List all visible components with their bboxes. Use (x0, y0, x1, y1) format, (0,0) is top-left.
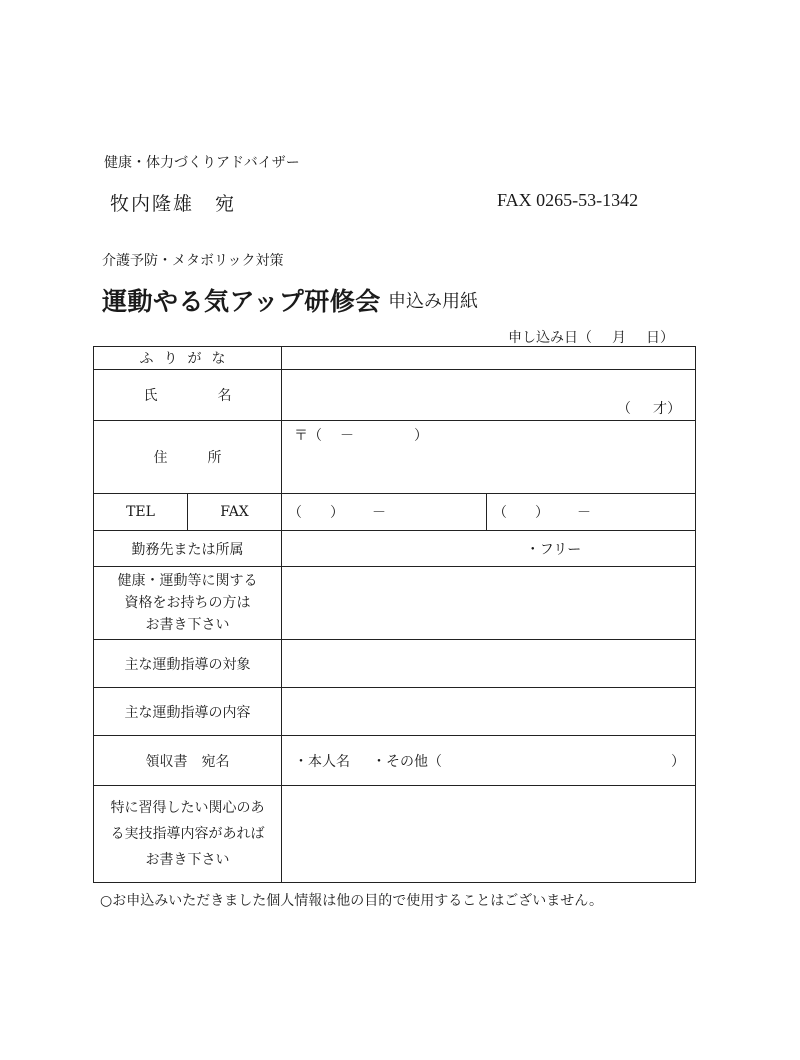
interest-line-1: 特に習得したい関心のあ (110, 800, 265, 816)
postal-mark: 〒（ (294, 428, 322, 444)
age-open: （ (617, 401, 631, 417)
receipt-option-self[interactable]: ・本人名 (294, 753, 350, 770)
tel-field[interactable] (282, 494, 487, 531)
workplace-field[interactable] (282, 531, 696, 567)
qualification-row (94, 567, 696, 640)
address-field[interactable] (282, 421, 696, 494)
application-date-month: 月 (612, 330, 626, 346)
receipt-label: 領収書 宛名 (94, 736, 282, 786)
content-field[interactable] (282, 688, 696, 736)
interest-field[interactable] (282, 786, 696, 883)
recipient-name: 牧内隆雄 宛 (110, 193, 237, 215)
application-date (508, 327, 674, 347)
name-label-2: 名 (217, 388, 232, 404)
free-option[interactable]: ・フリー (525, 541, 582, 558)
form-label: 申込み用紙 (388, 291, 478, 312)
workplace-label: 勤務先または所属 (94, 531, 282, 567)
interest-line-2: る実技指導内容があれば (110, 826, 265, 842)
fax-label: FAX (188, 494, 282, 531)
advisor-role: 健康・体力づくりアドバイザー (104, 155, 300, 171)
qualification-line-1: 健康・運動等に関する (117, 573, 258, 589)
name-row (94, 370, 696, 421)
name-field[interactable] (282, 370, 696, 421)
content-label: 主な運動指導の内容 (94, 688, 282, 736)
interest-label (94, 786, 282, 883)
furigana-row (94, 347, 696, 370)
target-row (94, 640, 696, 688)
fax-close: ） (535, 505, 549, 521)
privacy-note: ○お申込みいただきました個人情報は他の目的で使用することはございません。 (100, 893, 604, 909)
qualification-line-2: 資格をお持ちの方は (124, 595, 251, 611)
tel-label: TEL (94, 494, 188, 531)
qualification-label (94, 567, 282, 640)
address-row (94, 421, 696, 494)
event-subtitle: 介護予防・メタボリック対策 (102, 253, 284, 269)
application-form-table (93, 346, 696, 883)
fax-open: （ (493, 505, 507, 521)
interest-line-3: お書き下さい (145, 852, 230, 868)
content-row (94, 688, 696, 736)
furigana-field[interactable] (282, 347, 696, 370)
receipt-option-close: ） (671, 753, 685, 770)
address-label (94, 421, 282, 494)
workplace-row (94, 531, 696, 567)
name-label (94, 370, 282, 421)
postal-dash: － (340, 428, 354, 444)
qualification-line-3: お書き下さい (145, 617, 230, 633)
phone-row (94, 494, 696, 531)
fax-field[interactable] (487, 494, 696, 531)
age-unit: 才） (653, 401, 681, 417)
application-date-label: 申し込み日（ (508, 330, 592, 346)
postal-code-field[interactable] (294, 425, 428, 445)
receipt-option-other[interactable]: ・その他（ (372, 753, 442, 770)
tel-close: ） (330, 505, 344, 521)
name-label-1: 氏 (143, 388, 158, 404)
event-title: 運動やる気アップ研修会 (102, 287, 381, 316)
application-date-day: 日） (646, 330, 674, 346)
target-label: 主な運動指導の対象 (94, 640, 282, 688)
receipt-row (94, 736, 696, 786)
target-field[interactable] (282, 640, 696, 688)
address-label-2: 所 (207, 450, 222, 466)
fax-number: FAX 0265-53-1342 (497, 190, 639, 210)
tel-open: （ (288, 505, 302, 521)
tel-dash: － (372, 505, 386, 521)
receipt-field[interactable] (282, 736, 696, 786)
address-label-1: 住 (153, 450, 168, 466)
age-field[interactable] (617, 398, 681, 418)
furigana-label: ふりがな (94, 347, 282, 370)
fax-dash: － (577, 505, 591, 521)
postal-close: ） (414, 428, 428, 444)
interest-row (94, 786, 696, 883)
qualification-field[interactable] (282, 567, 696, 640)
